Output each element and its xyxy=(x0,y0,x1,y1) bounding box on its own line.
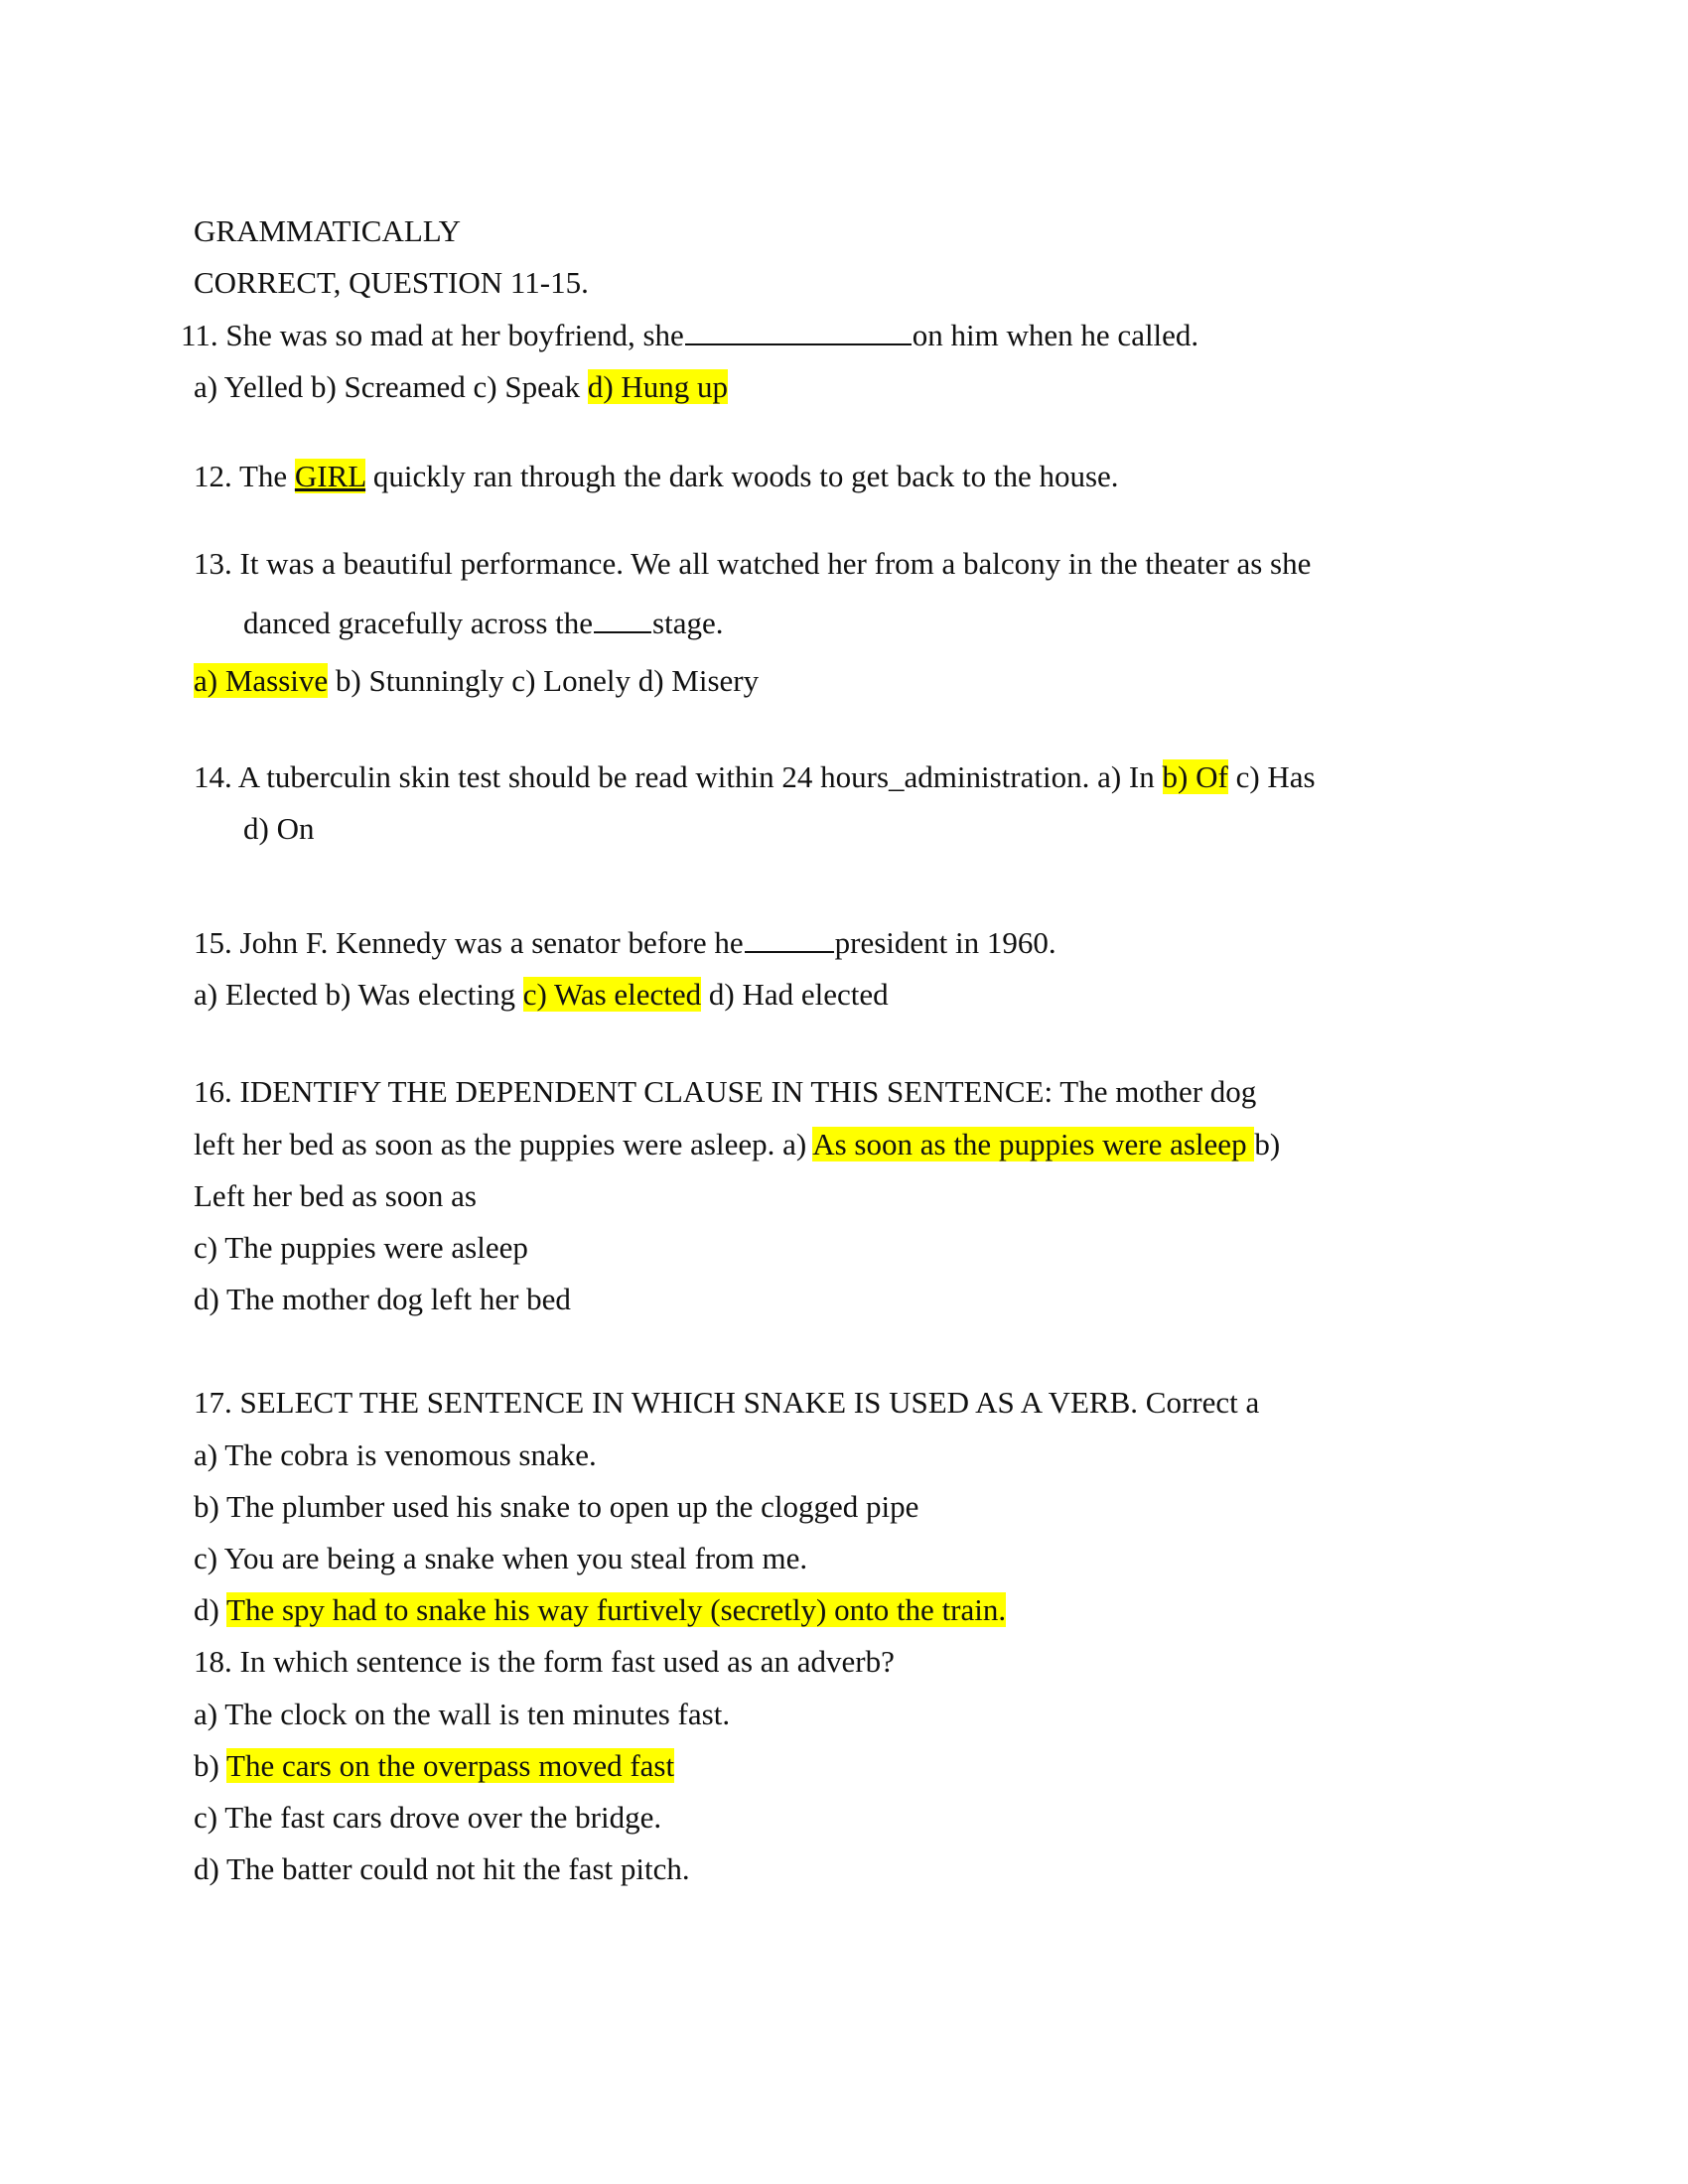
q15-options-end: d) Had elected xyxy=(701,977,889,1012)
q17-option-a: a) The cobra is venomous snake. xyxy=(194,1437,597,1472)
q18-option-b-label: b) xyxy=(194,1748,227,1783)
q17-option-d xyxy=(194,1590,1006,1630)
q18-option-c: c) The fast cars drove over the bridge. xyxy=(194,1800,662,1835)
q11-answer-highlight: d) Hung up xyxy=(587,369,729,404)
q16-option-b-text: Left her bed as soon as xyxy=(194,1178,477,1213)
q18-option-d: d) The batter could not hit the fast pitch. xyxy=(194,1851,690,1886)
q15-stem-end: president in 1960. xyxy=(834,925,1056,960)
q11-stem xyxy=(181,316,1198,355)
q12-stem-start: 12. The xyxy=(194,459,295,493)
q16-stem-line-2 xyxy=(194,1125,1280,1164)
q13-blank xyxy=(594,606,651,633)
q13-options xyxy=(194,661,759,701)
q17-option-b: b) The plumber used his snake to open up the clogged pipe xyxy=(194,1489,919,1524)
q14-stem xyxy=(194,757,1316,797)
heading-line-2: CORRECT, QUESTION 11-15. xyxy=(194,265,589,300)
q17-answer-highlight: The spy had to snake his way furtively (secretly) onto the train. xyxy=(226,1592,1007,1627)
q13-answer-highlight: a) Massive xyxy=(194,663,329,698)
q12-stem-end: quickly ran through the dark woods to get back to the house. xyxy=(365,459,1119,493)
q13-stem-line-2-start: danced gracefully across the xyxy=(243,606,594,640)
q14-stem-start: 14. A tuberculin skin test should be read within 24 hours_administration. a) In xyxy=(194,759,1163,794)
q15-stem xyxy=(194,923,1056,963)
q14-stem-end: c) Has xyxy=(1227,759,1316,794)
q17-option-d-label: d) xyxy=(194,1592,227,1627)
q18-option-a: a) The clock on the wall is ten minutes fast. xyxy=(194,1697,731,1731)
q15-stem-start: 15. John F. Kennedy was a senator before he xyxy=(194,925,744,960)
q18-stem: 18. In which sentence is the form fast used as an adverb? xyxy=(194,1644,895,1679)
q16-stem-line-2-start: left her bed as soon as the puppies were asleep. a) xyxy=(194,1127,813,1161)
q11-stem-start: 11. She was so mad at her boyfriend, she xyxy=(181,318,684,352)
q13-stem-line-2-end: stage. xyxy=(652,606,724,640)
q15-options xyxy=(194,975,889,1015)
q16-option-c: c) The puppies were asleep xyxy=(194,1230,528,1265)
q16-option-d: d) The mother dog left her bed xyxy=(194,1282,571,1316)
q16-stem-line-1: 16. IDENTIFY THE DEPENDENT CLAUSE IN THIS SENTENCE: The mother dog xyxy=(194,1074,1257,1109)
q15-options-start: a) Elected b) Was electing xyxy=(194,977,523,1012)
q15-answer-highlight: c) Was elected xyxy=(522,977,702,1012)
q14-option-d: d) On xyxy=(243,811,315,846)
q11-options xyxy=(194,367,728,407)
q11-options-plain: a) Yelled b) Screamed c) Speak xyxy=(194,369,588,404)
q18-answer-highlight: The cars on the overpass moved fast xyxy=(226,1748,675,1783)
q16-answer-highlight: As soon as the puppies were asleep xyxy=(812,1127,1255,1161)
q12-stem xyxy=(194,457,1119,496)
q17-option-c: c) You are being a snake when you steal from me. xyxy=(194,1541,808,1575)
q11-stem-end: on him when he called. xyxy=(912,318,1199,352)
q17-stem: 17. SELECT THE SENTENCE IN WHICH SNAKE IS USED AS A VERB. Correct a xyxy=(194,1385,1260,1420)
q18-option-b xyxy=(194,1746,674,1786)
q13-stem-line-2 xyxy=(243,604,723,643)
heading-line-1: GRAMMATICALLY xyxy=(194,213,462,248)
q13-stem-line-1: 13. It was a beautiful performance. We all watched her from a balcony in the theater as she xyxy=(194,546,1312,581)
q11-blank xyxy=(685,318,912,345)
q15-blank xyxy=(745,925,834,953)
q12-answer-highlight: GIRL xyxy=(294,459,366,493)
q13-options-rest: b) Stunningly c) Lonely d) Misery xyxy=(328,663,760,698)
q16-stem-line-2-end: b) xyxy=(1254,1127,1281,1161)
q14-answer-highlight: b) Of xyxy=(1162,759,1228,794)
